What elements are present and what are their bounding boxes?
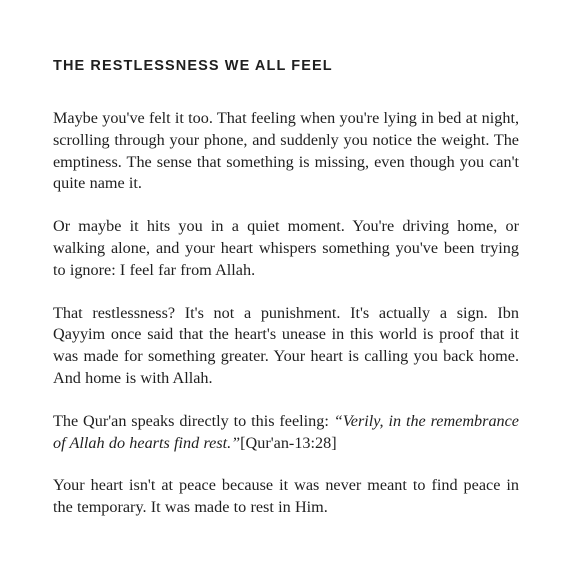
paragraph-1: Maybe you've felt it too. That feeling when you're lying in bed at night, scrolling through your phone, and suddenly you notice the weight. The emptiness. The sense that something is missing, even though you can't quite name it. — [53, 109, 519, 193]
paragraph-4-intro: The Qur'an speaks directly to this feeling: — [53, 411, 334, 430]
paragraph-4 — [53, 411, 519, 455]
section-heading: THE RESTLESSNESS WE ALL FEEL — [53, 58, 333, 74]
paragraph-3: That restlessness? It's not a punishment. It's actually a sign. Ibn Qayyim once said that the heart's unease in this world is proof that it was made for something greater. Your heart is calling you back home. And home is with Allah. — [53, 303, 519, 387]
paragraph-2: Or maybe it hits you in a quiet moment. You're driving home, or walking alone, and your heart whispers something you've been trying to ignore: I feel far from Allah. — [53, 217, 519, 279]
paragraph-5: Your heart isn't at peace because it was never meant to find peace in the temporary. It was made to rest in Him. — [53, 476, 519, 517]
quran-reference: [Qur'an-13:28] — [240, 433, 337, 452]
quran-quote: “Verily, in the remembrance of Allah do hearts find rest.” — [53, 411, 519, 452]
document-page — [53, 56, 519, 540]
